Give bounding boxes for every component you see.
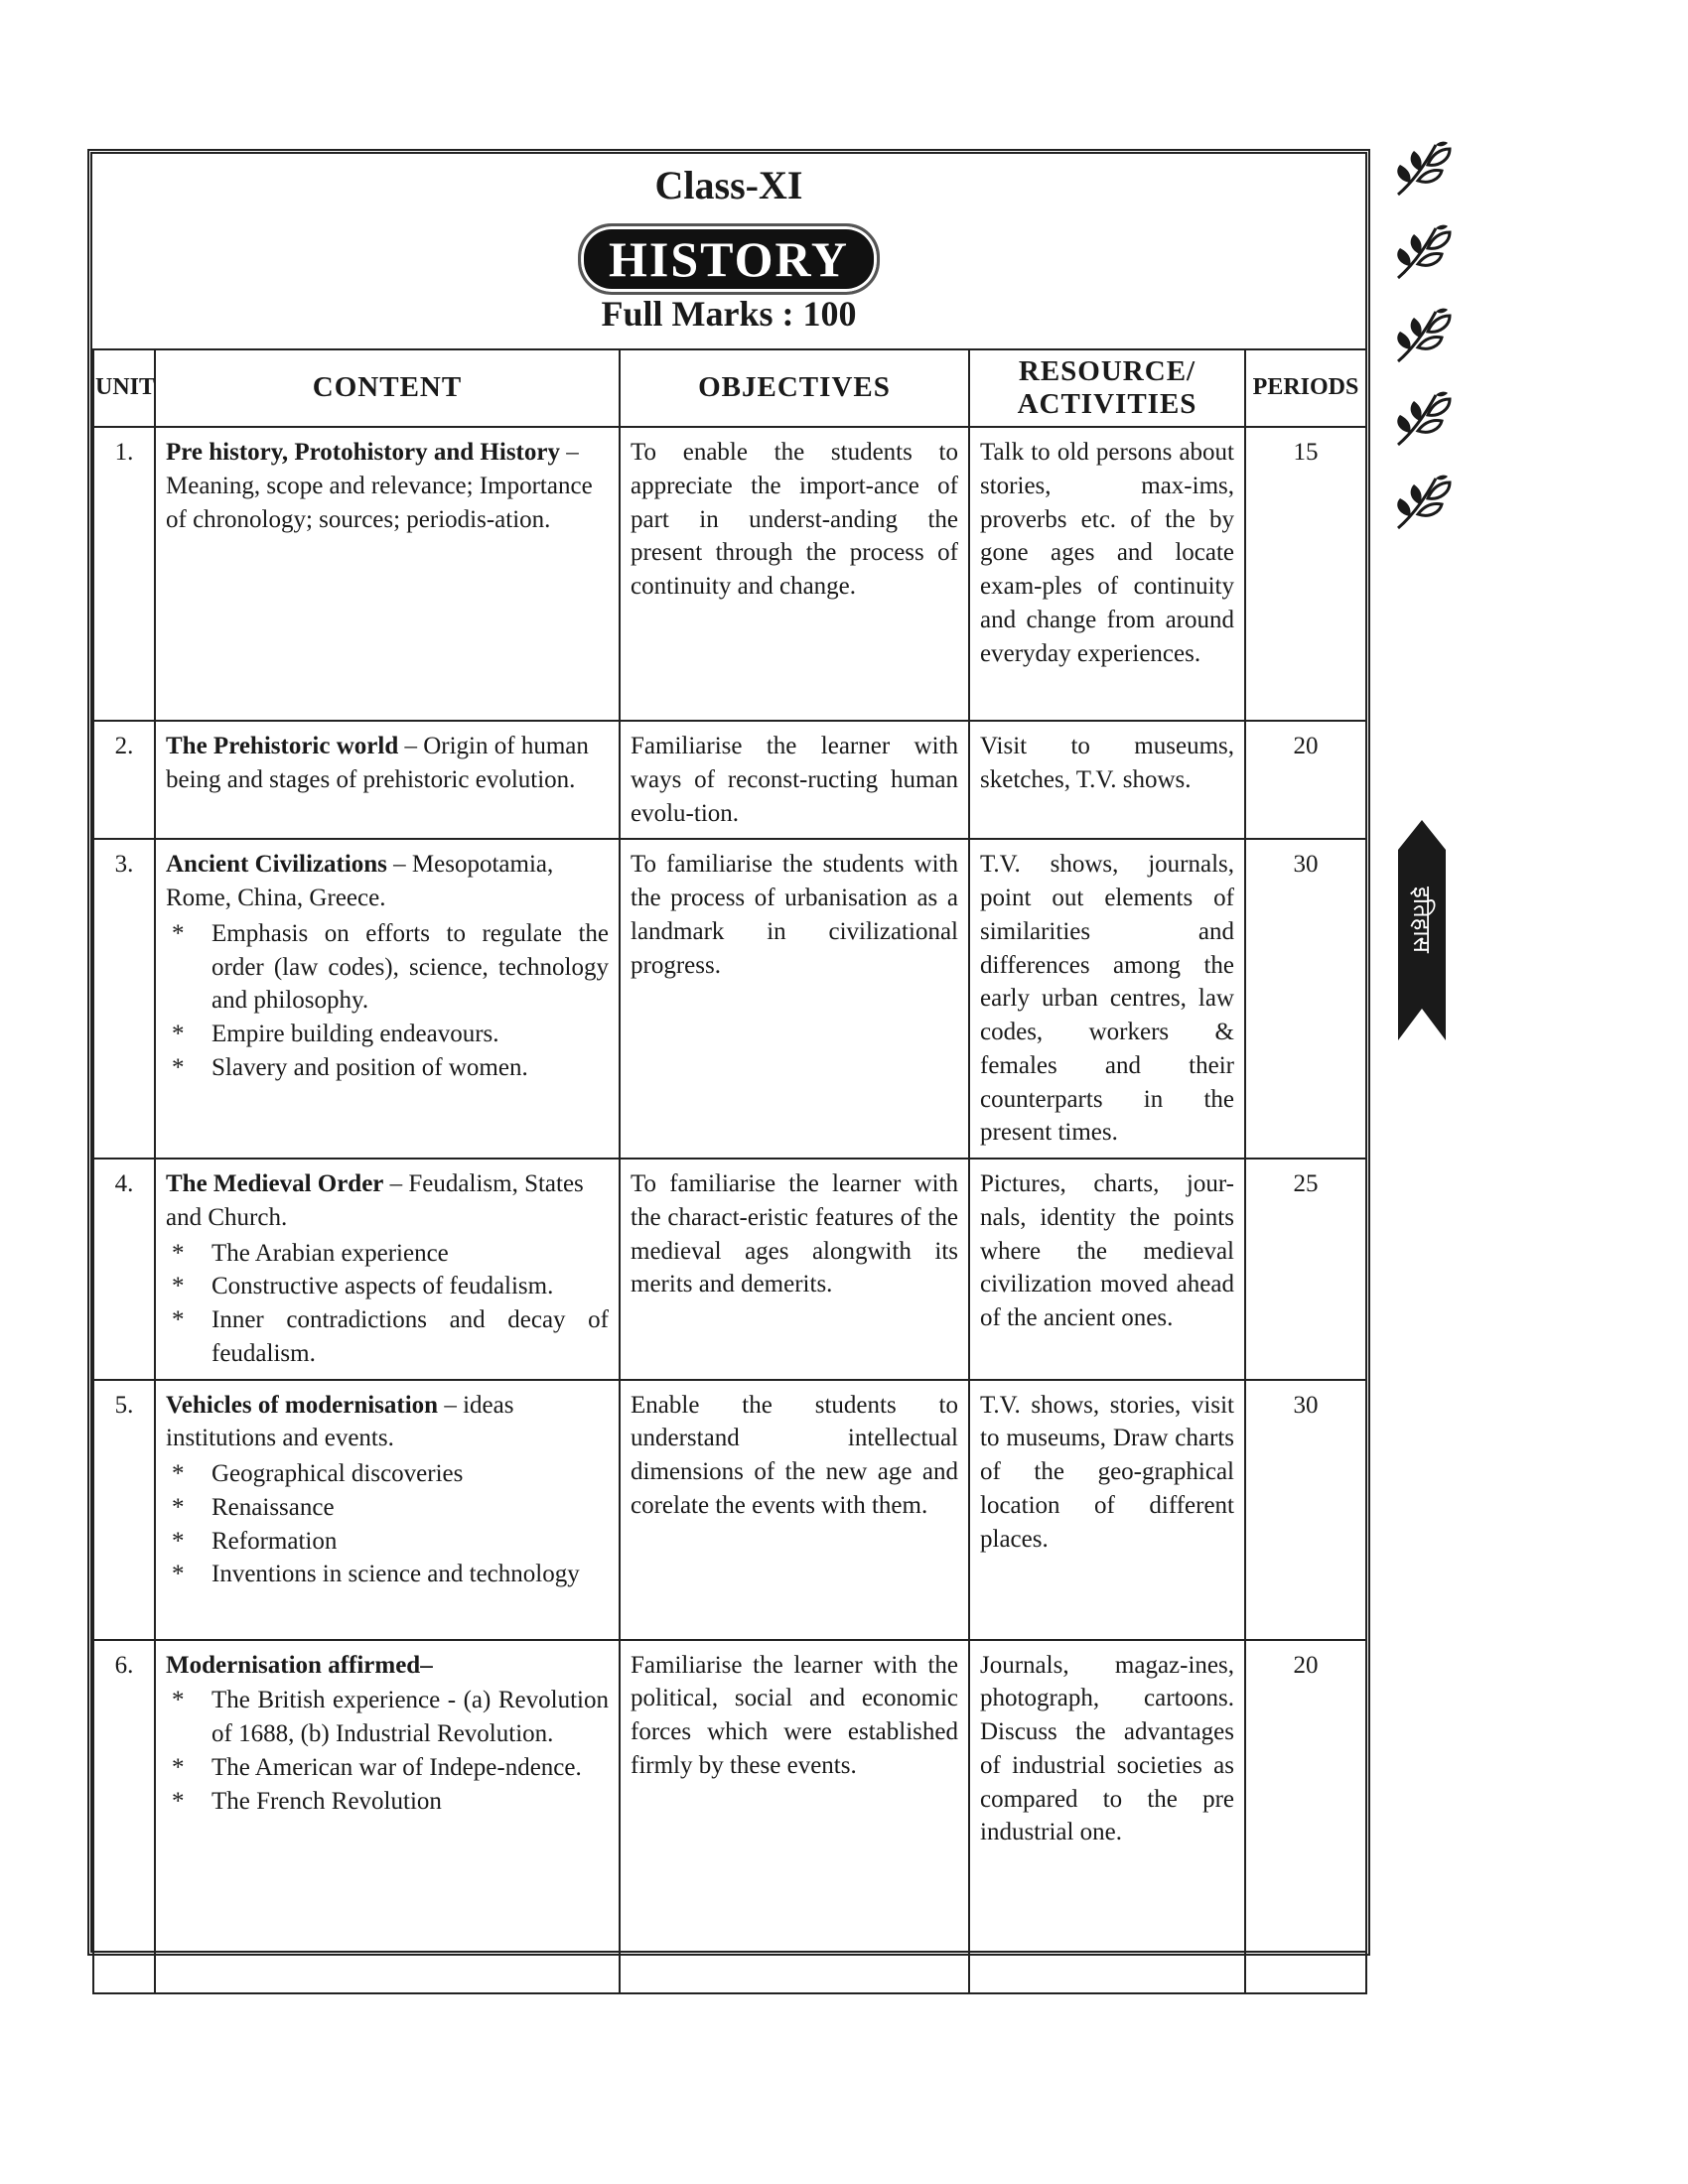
list-item: * Inner contradictions and decay of feudalism. — [166, 1303, 609, 1371]
topic-title: Pre history, Protohistory and History — [166, 439, 560, 466]
content-cell — [155, 427, 620, 721]
table-row — [93, 721, 1366, 839]
unit-number: 3. — [93, 839, 155, 1159]
list-item: * Slavery and position of women. — [166, 1051, 609, 1085]
periods-cell: 25 — [1245, 1159, 1366, 1380]
subject-title: HISTORY — [578, 223, 880, 295]
list-item: * Renaissance — [166, 1491, 609, 1525]
unit-number: 4. — [93, 1159, 155, 1380]
periods-cell: 30 — [1245, 839, 1366, 1159]
unit-number: 6. — [93, 1640, 155, 1993]
list-item: * Constructive aspects of feudalism. — [166, 1270, 609, 1303]
topic-description: – Meaning, scope and relevance; Importance of chronology; sources; periodis-ation. — [166, 439, 593, 533]
column-header-resources: RESOURCE/ ACTIVITIES — [969, 349, 1245, 427]
table-header-row — [93, 349, 1366, 427]
list-item: * Emphasis on efforts to regulate the order (law codes), science, technology and philosophy. — [166, 917, 609, 1018]
side-tab-label: इतिहास — [1408, 886, 1436, 953]
periods-cell: 20 — [1245, 721, 1366, 839]
leaf-sprig-icon — [1390, 387, 1460, 451]
side-tab — [1398, 820, 1446, 1040]
unit-number: 1. — [93, 427, 155, 721]
list-item: * The Arabian experience — [166, 1237, 609, 1271]
objectives-cell: To enable the students to appreciate the import-ance of part in underst-anding the present through the process of continuity and change. — [620, 427, 969, 721]
objectives-cell: To familiarise the students with the process of urbanisation as a landmark in civilizational progress. — [620, 839, 969, 1159]
content-cell — [155, 1159, 620, 1380]
full-marks: Full Marks : 100 — [601, 294, 857, 334]
resources-cell: Talk to old persons about stories, max-ims, proverbs etc. of the by gone ages and locate exam-ples of continuity and change from around everyday experiences. — [969, 427, 1245, 721]
periods-cell: 15 — [1245, 427, 1366, 721]
table-row — [93, 839, 1366, 1159]
column-header-objectives: OBJECTIVES — [620, 349, 969, 427]
topic-description: – ideas institutions and events. — [166, 1391, 514, 1452]
leaf-sprig-icon — [1390, 304, 1460, 367]
list-item: * The French Revolution — [166, 1785, 609, 1819]
topic-title: The Medieval Order — [166, 1170, 384, 1197]
list-item: * Inventions in science and technology — [166, 1558, 609, 1591]
column-header-periods: PERIODS — [1245, 349, 1366, 427]
topic-title: Vehicles of modernisation — [166, 1391, 439, 1419]
resources-cell: Pictures, charts, jour-nals, identity the points where the medieval civilization moved ahead of the ancient ones. — [969, 1159, 1245, 1380]
column-header-unit: UNIT — [93, 349, 155, 427]
topic-points — [166, 1237, 609, 1371]
decorative-leaves — [1390, 137, 1470, 554]
leaf-sprig-icon — [1390, 220, 1460, 284]
table-row — [93, 1159, 1366, 1380]
topic-points — [166, 917, 609, 1085]
list-item: * The American war of Indepe-ndence. — [166, 1751, 609, 1785]
leaf-sprig-icon — [1390, 137, 1460, 201]
syllabus-table — [92, 348, 1367, 1994]
page-header — [92, 154, 1365, 348]
resources-cell: T.V. shows, journals, point out elements of similarities and differences among the early urban centres, law codes, workers & females and their counterparts in the present times. — [969, 839, 1245, 1159]
topic-title: Modernisation affirmed– — [166, 1651, 433, 1679]
objectives-cell: Enable the students to understand intellectual dimensions of the new age and corelate the events with them. — [620, 1380, 969, 1640]
periods-cell: 30 — [1245, 1380, 1366, 1640]
leaf-sprig-icon — [1390, 471, 1460, 534]
unit-number: 5. — [93, 1380, 155, 1640]
table-row — [93, 1640, 1366, 1993]
topic-title: The Prehistoric world — [166, 733, 399, 759]
topic-description: – Mesopotamia, Rome, China, Greece. — [166, 851, 554, 911]
topic-description: – Feudalism, States and Church. — [166, 1170, 584, 1231]
topic-title: Ancient Civilizations — [166, 851, 387, 879]
resources-cell: Visit to museums, sketches, T.V. shows. — [969, 721, 1245, 839]
objectives-cell: Familiarise the learner with the political, social and economic forces which were established firmly by these events. — [620, 1640, 969, 1993]
list-item: * Reformation — [166, 1525, 609, 1559]
column-header-content: CONTENT — [155, 349, 620, 427]
resources-cell: T.V. shows, stories, visit to museums, Draw charts of the geo-graphical location of different places. — [969, 1380, 1245, 1640]
table-row — [93, 1380, 1366, 1640]
resources-cell: Journals, magaz-ines, photograph, cartoons. Discuss the advantages of industrial societies as compared to the pre industrial one. — [969, 1640, 1245, 1993]
content-cell — [155, 839, 620, 1159]
content-cell — [155, 1640, 620, 1993]
objectives-cell: To familiarise the learner with the charact-eristic features of the medieval ages alongwith its merits and demerits. — [620, 1159, 969, 1380]
content-cell — [155, 1380, 620, 1640]
syllabus-frame — [87, 149, 1370, 1956]
topic-points — [166, 1457, 609, 1591]
list-item: * Geographical discoveries — [166, 1457, 609, 1491]
topic-points — [166, 1684, 609, 1818]
topic-description: – Origin of human being and stages of prehistoric evolution. — [166, 733, 589, 793]
list-item: * The British experience - (a) Revolution of 1688, (b) Industrial Revolution. — [166, 1684, 609, 1751]
class-title: Class-XI — [654, 163, 803, 207]
list-item: * Empire building endeavours. — [166, 1018, 609, 1051]
unit-number: 2. — [93, 721, 155, 839]
periods-cell: 20 — [1245, 1640, 1366, 1993]
content-cell — [155, 721, 620, 839]
table-row — [93, 427, 1366, 721]
objectives-cell: Familiarise the learner with ways of reconst-ructing human evolu-tion. — [620, 721, 969, 839]
